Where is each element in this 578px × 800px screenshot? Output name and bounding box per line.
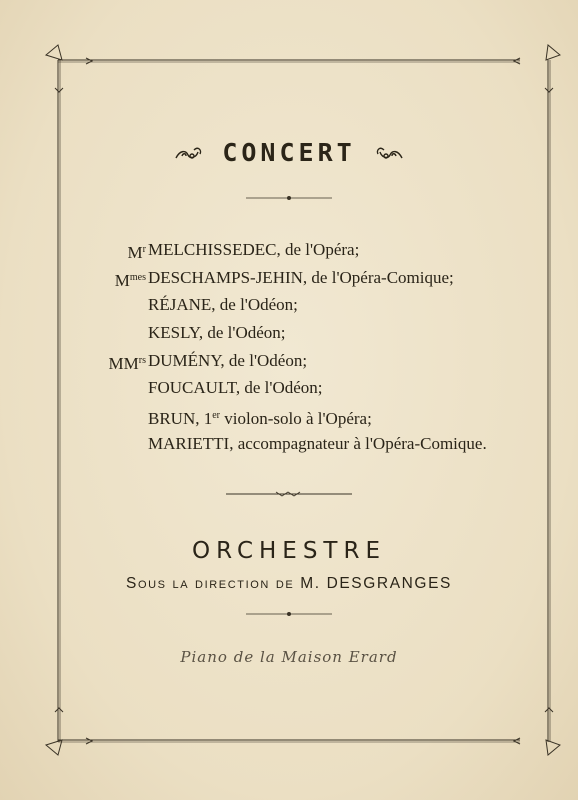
performer-entry: RÉJANE, de l'Odéon; — [148, 295, 298, 315]
piano-credit: Piano de la Maison Erard — [180, 648, 398, 666]
page-title: CONCERT — [222, 138, 356, 167]
performer-row — [0, 319, 578, 347]
performer-entry: KESLY, de l'Odéon; — [148, 323, 286, 343]
performer-row — [0, 430, 578, 458]
performer-prefix: $M^r$ — [127, 243, 146, 262]
title-row — [0, 138, 578, 167]
left-flourish-icon — [174, 144, 204, 162]
conductor-line: Sous la direction de M. DESGRANGES — [126, 575, 452, 592]
performer-row — [0, 264, 578, 292]
divider-2 — [0, 486, 578, 504]
performer-entry: DUMÉNY, de l'Odéon; — [148, 350, 308, 370]
performer-row — [0, 236, 578, 264]
performer-prefix: $MM^{rs}$ — [108, 353, 146, 373]
performer-entry: MELCHISSEDEC, de l'Opéra; — [148, 240, 360, 259]
divider-1 — [0, 190, 578, 208]
performer-entry: BRUN, 1er violon-solo à l'Opéra; — [148, 409, 372, 429]
right-flourish-icon — [374, 144, 404, 162]
divider-3 — [0, 606, 578, 624]
performer-entry: DESCHAMPS-JEHIN, de l'Opéra-Comique; — [148, 267, 454, 287]
performer-prefix: $M^{mes}$ — [114, 270, 146, 290]
performer-list — [0, 236, 578, 458]
performer-row — [0, 347, 578, 375]
performer-entry: FOUCAULT, de l'Odéon; — [148, 378, 323, 398]
performer-row — [0, 374, 578, 402]
performer-row — [0, 402, 578, 430]
performer-entry: MARIETTI, accompagnateur à l'Opéra-Comique. — [148, 433, 487, 453]
performer-row — [0, 291, 578, 319]
orchestra-heading: ORCHESTRE — [192, 538, 386, 564]
